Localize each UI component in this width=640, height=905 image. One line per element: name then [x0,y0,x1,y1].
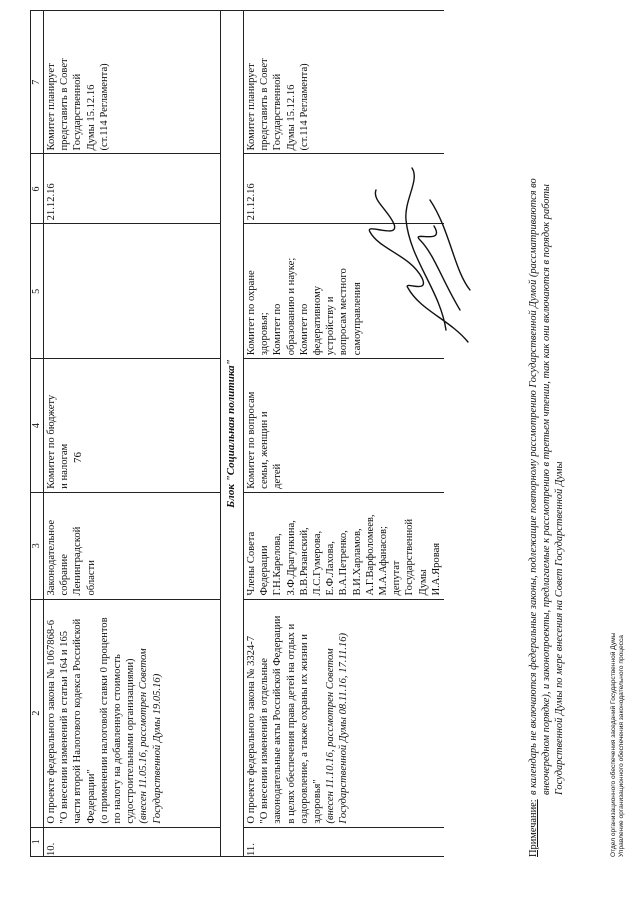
bill-title-cell [244,599,445,827]
table-row [244,11,445,857]
table-row [44,11,221,857]
responsible-committee: Комитет по бюджету и налогам [44,359,221,493]
column-number: 7 [31,11,44,155]
column-number: 3 [31,492,44,599]
row-number: 10. [44,827,221,856]
bill-dates: (внесен 11.10.16, рассмотрен Советом Государственной Думы 08.11.16, 17.11.16) [325,632,350,824]
column-number: 2 [31,599,44,827]
bill-title: О проекте федерального закона № 1067868-6 "О внесении изменений в статьи 164 и 165 части второй Налогового кодекса Российской Федерации" (о применении налоговой ставки 0 процентов по налогу на добавленную стоимость судостроительными организациями) [46,617,137,824]
bill-title: О проекте федерального закона № 3324-7 "О внесении изменений в отдельные законодательные акты Российской Федерации в целях обеспечения права детей на отдых и оздоровление, а также охраны их жизни и здоровья" [246,615,324,824]
consideration-date: 21.12.16 [44,154,221,224]
column-number-row [31,11,44,857]
footer [610,633,626,857]
column-number: 6 [31,154,44,224]
row-number: 11. [244,827,445,856]
note-label: Примечание: [528,799,539,857]
column-number: 4 [31,359,44,493]
plan-note: Комитет планирует представить в Совет Государственной Думы 15.12.16 (ст.114 Регламента) [244,11,445,155]
initiator: Члены Совета Федерации Г.Н.Карелова, З.Ф.Драгункина, В.В.Рязанский, Л.С.Гумерова, Е.Ф.Лахова, В.А.Петренко, В.И.Харламов, А.Г.Варфоломеев, М.А.Афанасов; депутат Государственной Думы И.А.Яровая [244,492,445,599]
block-title: Блок "Социальная политика" [221,11,244,857]
footer-line: Отдел организационного обеспечения заседаний Государственной Думы [610,632,617,857]
footer-line: Управление организационного обеспечения законодательного процесса [618,635,625,857]
responsible-committee: Комитет по вопросам семьи, женщин и детей [244,359,445,493]
column-number: 5 [31,224,44,359]
bill-dates: (внесен 11.05.16, рассмотрен Советом Государственной Думы 19.05.16) [138,648,163,824]
calendar-table [30,10,444,857]
plan-note: Комитет планирует представить в Совет Государственной Думы 15.12.16 (ст.114 Регламента) [44,11,221,155]
initiator: Законодательное собрание Ленинградской области [44,492,221,599]
column-number: 1 [31,827,44,856]
co-executors: Комитет по охране здоровья; Комитет по образованию и науке; Комитет по федеративному устройству и вопросам местного самоуправления [244,224,445,359]
co-executors [44,224,221,359]
bill-title-cell [44,599,221,827]
consideration-date: 21.12.16 [244,154,445,224]
handwritten-signature [350,160,480,350]
page-number: 76 [72,452,84,463]
block-header-row [221,11,244,857]
note-text: в календарь не включаются федеральные законы, подлежащие повторному рассмотрению Государственной Думой (рассматриваются во внеочередном порядке), и законопроекты, предлагаемые к рассмотрению в третьем чтении, так как они включаются в порядок работы Государственной Думы по мере внесения на Совет Государственной Думы [528,178,565,795]
